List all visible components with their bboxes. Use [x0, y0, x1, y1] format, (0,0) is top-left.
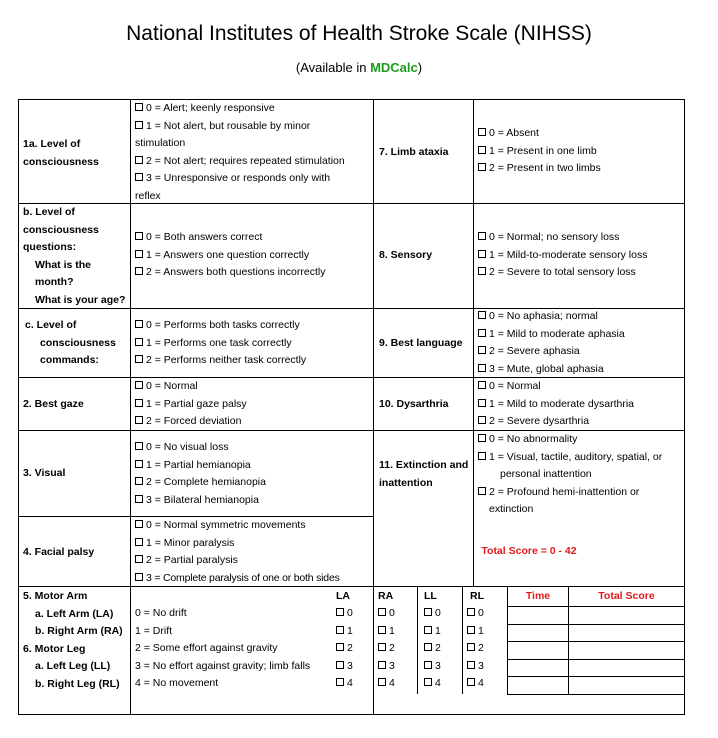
item-label-1b-sub1: What is the month?	[35, 258, 92, 288]
option-1a-1[interactable]: 1 = Not alert, but rousable by minor stimulation	[135, 119, 311, 149]
option-1b-0[interactable]: 0 = Both answers correct	[135, 229, 370, 247]
checkbox-icon	[135, 338, 143, 346]
option-7-0[interactable]: 0 = Absent	[478, 125, 682, 143]
checkbox-icon	[478, 250, 486, 258]
item-label-1b-sub2: What is your age?	[35, 293, 126, 306]
motor-score-2: 2 = Some effort against gravity	[135, 642, 278, 654]
ll-option-3[interactable]: 3	[424, 658, 441, 676]
motor-row-divider	[507, 694, 685, 695]
item-label-1a: 1a. Level of consciousness	[23, 138, 99, 168]
checkbox-icon	[424, 643, 432, 651]
option-8-2[interactable]: 2 = Severe to total sensory loss	[478, 264, 682, 282]
option-11-1[interactable]: 1 = Visual, tactile, auditory, spatial, or	[478, 449, 682, 467]
checkbox-icon	[378, 626, 386, 634]
option-1b-1[interactable]: 1 = Answers one question correctly	[135, 247, 370, 265]
motor-labels	[23, 588, 128, 693]
right-leg-label: b. Right Leg (RL)	[35, 677, 120, 690]
item-options-8	[478, 229, 682, 282]
item-label-3: 3. Visual	[23, 467, 66, 479]
checkbox-icon	[135, 173, 143, 181]
rl-option-4[interactable]: 4	[467, 675, 484, 693]
la-option-3[interactable]: 3	[336, 658, 353, 676]
column-header-ll: LL	[424, 590, 437, 602]
checkbox-icon	[135, 520, 143, 528]
subtitle-suffix: )	[417, 60, 423, 75]
ra-option-2[interactable]: 2	[378, 640, 395, 658]
checkbox-icon	[135, 573, 143, 581]
checkbox-icon	[478, 232, 486, 240]
item-label-2: 2. Best gaze	[23, 398, 84, 410]
total-score-range: Total Score = 0 - 42	[481, 545, 577, 557]
motor-leg-label: 6. Motor Leg	[23, 642, 86, 655]
checkbox-icon	[478, 346, 486, 354]
option-2-2[interactable]: 2 = Forced deviation	[135, 413, 370, 431]
checkbox-icon	[478, 364, 486, 372]
left-arm-label: a. Left Arm (LA)	[35, 607, 114, 620]
motor-row-divider	[507, 676, 685, 677]
ra-option-4[interactable]: 4	[378, 675, 395, 693]
column-header-ra: RA	[378, 590, 394, 602]
option-9-2[interactable]: 2 = Severe aphasia	[478, 343, 682, 361]
checkbox-icon	[135, 442, 143, 450]
option-4-1[interactable]: 1 = Minor paralysis	[135, 535, 371, 553]
motor-col-divider	[462, 586, 463, 694]
checkbox-icon	[378, 608, 386, 616]
option-1b-2[interactable]: 2 = Answers both questions incorrectly	[135, 264, 370, 282]
checkbox-icon	[135, 416, 143, 424]
la-column	[336, 605, 353, 693]
checkbox-icon	[135, 250, 143, 258]
option-11-0[interactable]: 0 = No abnormality	[478, 431, 682, 449]
option-7-2[interactable]: 2 = Present in two limbs	[478, 160, 682, 178]
subtitle-prefix: (Available in	[295, 60, 371, 75]
ll-column	[424, 605, 441, 693]
option-9-3[interactable]: 3 = Mute, global aphasia	[478, 361, 682, 379]
ra-option-0[interactable]: 0	[378, 605, 395, 623]
item-label-1c-line1: c. Level of	[25, 319, 77, 331]
checkbox-icon	[135, 156, 143, 164]
motor-row-divider	[507, 641, 685, 642]
la-option-2[interactable]: 2	[336, 640, 353, 658]
item-options-11	[478, 431, 682, 519]
checkbox-icon	[478, 146, 486, 154]
checkbox-icon	[135, 355, 143, 363]
table-border-left	[18, 99, 19, 715]
option-3-3[interactable]: 3 = Bilateral hemianopia	[135, 492, 370, 510]
ll-option-4[interactable]: 4	[424, 675, 441, 693]
ll-option-2[interactable]: 2	[424, 640, 441, 658]
item-label-1b-title: b. Level of consciousness questions:	[23, 206, 99, 253]
checkbox-icon	[135, 121, 143, 129]
option-1c-2[interactable]: 2 = Performs neither task correctly	[135, 352, 370, 370]
checkbox-icon	[467, 678, 475, 686]
item-label-1c	[25, 317, 127, 370]
option-1c-0[interactable]: 0 = Performs both tasks correctly	[135, 317, 370, 335]
item-options-7	[478, 125, 682, 178]
checkbox-icon	[135, 555, 143, 563]
item-options-4	[135, 517, 371, 587]
checkbox-icon	[135, 232, 143, 240]
option-9-1[interactable]: 1 = Mild to moderate aphasia	[478, 326, 682, 344]
checkbox-icon	[378, 661, 386, 669]
column-header-la: LA	[336, 590, 350, 602]
checkbox-icon	[478, 128, 486, 136]
checkbox-icon	[378, 643, 386, 651]
option-2-1[interactable]: 1 = Partial gaze palsy	[135, 396, 370, 414]
rl-option-2[interactable]: 2	[467, 640, 484, 658]
option-2-0[interactable]: 0 = Normal	[135, 378, 370, 396]
motor-row-divider	[507, 624, 685, 625]
rl-column	[467, 605, 484, 693]
checkbox-icon	[478, 267, 486, 275]
table-border-bottom	[18, 714, 685, 715]
checkbox-icon	[478, 381, 486, 389]
item-options-2	[135, 378, 370, 431]
option-3-1[interactable]: 1 = Partial hemianopia	[135, 457, 370, 475]
option-1c-1[interactable]: 1 = Performs one task correctly	[135, 335, 370, 353]
option-10-2[interactable]: 2 = Severe dysarthria	[478, 413, 682, 431]
checkbox-icon	[467, 643, 475, 651]
option-1a-3[interactable]: 3 = Unresponsive or responds only with reflex	[135, 172, 331, 202]
option-10-0[interactable]: 0 = Normal	[478, 378, 682, 396]
checkbox-icon	[478, 399, 486, 407]
item-options-3	[135, 439, 370, 509]
option-10-1[interactable]: 1 = Mild to moderate dysarthria	[478, 396, 682, 414]
checkbox-icon	[336, 626, 344, 634]
option-4-0[interactable]: 0 = Normal symmetric movements	[135, 517, 371, 535]
option-9-0[interactable]: 0 = No aphasia; normal	[478, 308, 682, 326]
checkbox-icon	[478, 487, 486, 495]
item-options-1c	[135, 317, 370, 370]
option-1a-0[interactable]: 0 = Alert; keenly responsive	[135, 100, 370, 118]
checkbox-icon	[478, 163, 486, 171]
checkbox-icon	[378, 678, 386, 686]
checkbox-icon	[467, 608, 475, 616]
checkbox-icon	[336, 661, 344, 669]
checkbox-icon	[478, 452, 486, 460]
col-divider-1	[130, 99, 131, 715]
checkbox-icon	[135, 103, 143, 111]
checkbox-icon	[135, 495, 143, 503]
checkbox-icon	[478, 434, 486, 442]
item-options-1b	[135, 229, 370, 282]
checkbox-icon	[467, 661, 475, 669]
la-option-1[interactable]: 1	[336, 623, 353, 641]
ll-option-0[interactable]: 0	[424, 605, 441, 623]
motor-score-1: 1 = Drift	[135, 624, 173, 637]
checkbox-icon	[336, 643, 344, 651]
option-3-2[interactable]: 2 = Complete hemianopia	[135, 474, 370, 492]
checkbox-icon	[424, 608, 432, 616]
checkbox-icon	[424, 626, 432, 634]
item-label-8: 8. Sensory	[379, 249, 433, 261]
option-8-0[interactable]: 0 = Normal; no sensory loss	[478, 229, 682, 247]
option-4-2[interactable]: 2 = Partial paralysis	[135, 552, 371, 570]
item-options-10	[478, 378, 682, 431]
option-11-2[interactable]: 2 = Profound hemi-inattention or	[478, 484, 682, 502]
checkbox-icon	[467, 626, 475, 634]
item-options-9	[478, 308, 682, 378]
ra-option-3[interactable]: 3	[378, 658, 395, 676]
checkbox-icon	[135, 267, 143, 275]
right-arm-label: b. Right Arm (RA)	[35, 625, 123, 637]
checkbox-icon	[135, 477, 143, 485]
option-4-3[interactable]: 3 = Complete paralysis of one or both sides	[135, 570, 371, 588]
page-subtitle	[0, 60, 718, 75]
motor-score-4: 4 = No movement	[135, 677, 219, 689]
motor-row-divider	[507, 659, 685, 660]
item-label-11: 11. Extinction and inattention	[379, 459, 469, 489]
option-11-1-cont: personal inattention	[500, 468, 592, 480]
la-option-4[interactable]: 4	[336, 675, 353, 693]
ll-option-1[interactable]: 1	[424, 623, 441, 641]
rl-option-0[interactable]: 0	[467, 605, 484, 623]
checkbox-icon	[135, 381, 143, 389]
ra-option-1[interactable]: 1	[378, 623, 395, 641]
checkbox-icon	[424, 678, 432, 686]
item-label-4: 4. Facial palsy	[23, 546, 95, 558]
option-7-1[interactable]: 1 = Present in one limb	[478, 143, 682, 161]
checkbox-icon	[135, 538, 143, 546]
checkbox-icon	[135, 320, 143, 328]
option-11-2-cont: extinction	[489, 503, 534, 515]
item-label-7: 7. Limb ataxia	[379, 146, 449, 158]
checkbox-icon	[424, 661, 432, 669]
rl-option-3[interactable]: 3	[467, 658, 484, 676]
checkbox-icon	[478, 311, 486, 319]
col-divider-3	[473, 99, 474, 586]
la-option-0[interactable]: 0	[336, 605, 353, 623]
item-label-1c-line2: consciousness	[40, 336, 116, 349]
column-header-time: Time	[525, 590, 551, 602]
item-label-1c-line3: commands:	[40, 354, 99, 366]
column-header-rl: RL	[470, 590, 484, 602]
checkbox-icon	[336, 678, 344, 686]
item-options-1a	[135, 100, 370, 205]
motor-col-divider	[417, 586, 418, 694]
motor-score-3: 3 = No effort against gravity; limb falls	[135, 659, 311, 672]
page-title: National Institutes of Health Stroke Scale (NIHSS)	[126, 22, 592, 45]
left-leg-label: a. Left Leg (LL)	[35, 660, 111, 672]
col-divider-2	[373, 99, 374, 715]
item-label-9: 9. Best language	[379, 337, 463, 349]
column-header-total-score: Total Score	[598, 590, 655, 602]
table-border-right	[684, 99, 685, 715]
motor-row-divider	[507, 606, 685, 607]
motor-score-legend	[135, 605, 335, 693]
ra-column	[378, 605, 395, 693]
motor-arm-label: 5. Motor Arm	[23, 590, 88, 602]
checkbox-icon	[135, 460, 143, 468]
item-label-10: 10. Dysarthria	[379, 398, 449, 410]
checkbox-icon	[135, 399, 143, 407]
item-label-1b	[23, 204, 128, 309]
checkbox-icon	[478, 416, 486, 424]
option-1a-2[interactable]: 2 = Not alert; requires repeated stimulation	[135, 153, 370, 171]
option-3-0[interactable]: 0 = No visual loss	[135, 439, 370, 457]
motor-score-0: 0 = No drift	[135, 607, 187, 619]
checkbox-icon	[336, 608, 344, 616]
rl-option-1[interactable]: 1	[467, 623, 484, 641]
mdcalc-link[interactable]: MDCalc	[370, 60, 418, 75]
checkbox-icon	[478, 329, 486, 337]
option-8-1[interactable]: 1 = Mild-to-moderate sensory loss	[478, 247, 682, 265]
